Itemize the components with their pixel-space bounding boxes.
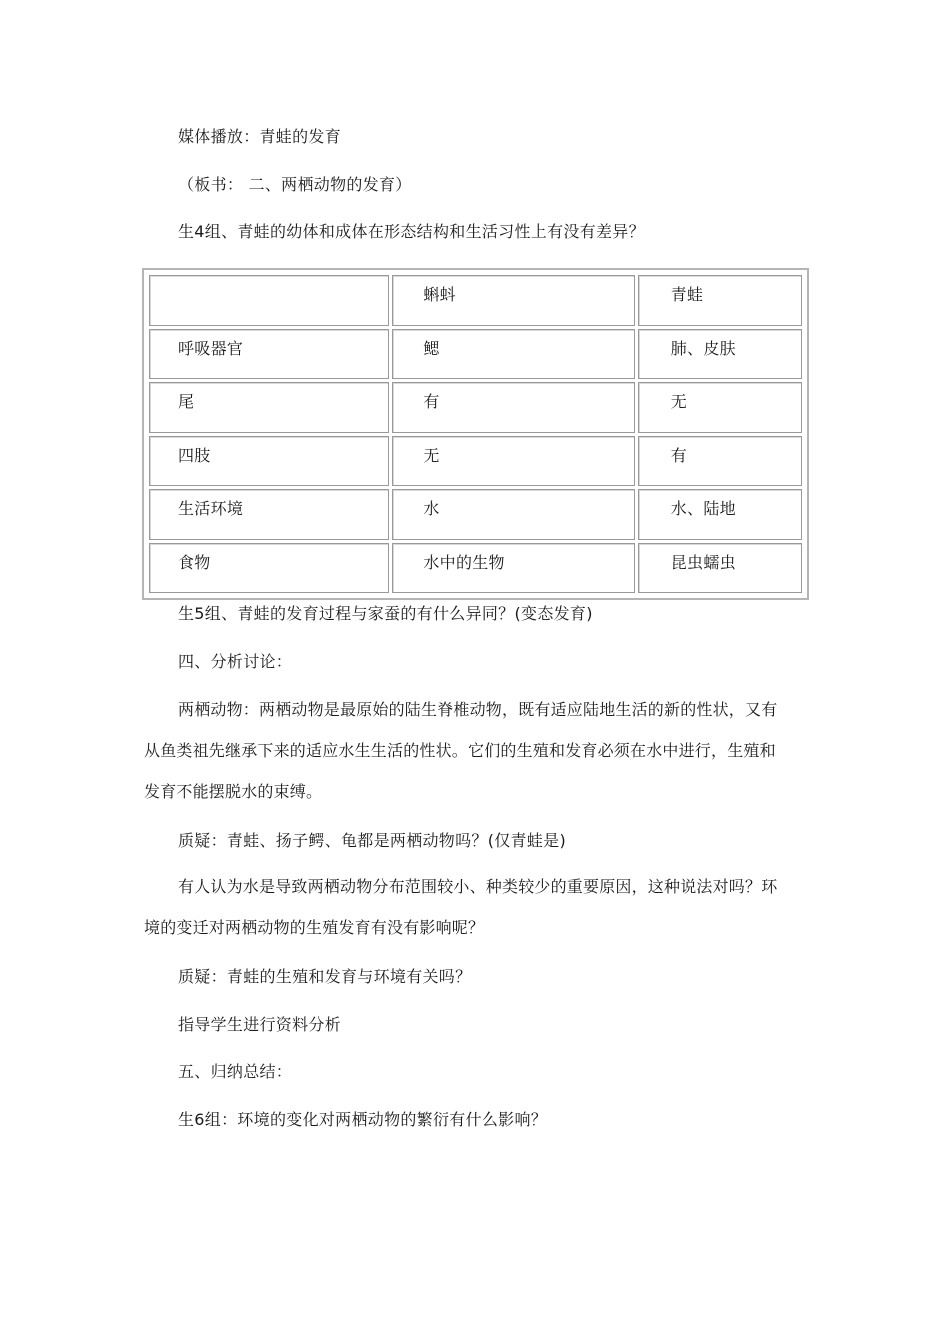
table-cell: 鳃 xyxy=(392,329,634,380)
table-cell: 水 xyxy=(392,489,634,540)
comparison-table-frame xyxy=(142,268,809,600)
board-note: （板书： 二、两栖动物的发育） xyxy=(178,175,412,194)
section-five-heading: 五、归纳总结： xyxy=(178,1062,293,1081)
paragraph-line: 从鱼类祖先继承下来的适应水生生活的性状。它们的生殖和发育必须在水中进行，生殖和 xyxy=(144,741,776,760)
section-four-heading: 四、分析讨论： xyxy=(178,652,293,671)
amphibian-paragraph xyxy=(144,689,804,812)
table-cell: 无 xyxy=(638,382,802,433)
table-cell: 有 xyxy=(638,436,802,487)
table-row xyxy=(149,329,802,380)
table-cell: 昆虫蠕虫 xyxy=(638,543,802,594)
paragraph-line: 境的变迁对两栖动物的生殖发育有没有影响呢？ xyxy=(144,918,485,937)
table-header-row xyxy=(149,275,802,326)
table-row xyxy=(149,436,802,487)
table-cell: 水中的生物 xyxy=(392,543,634,594)
guide-line: 指导学生进行资料分析 xyxy=(178,1015,342,1034)
table-cell xyxy=(149,275,389,326)
table-row xyxy=(149,543,802,594)
table-cell: 呼吸器官 xyxy=(149,329,389,380)
table-cell: 生活环境 xyxy=(149,489,389,540)
question-line-2: 质疑：青蛙的生殖和发育与环境有关吗？ xyxy=(178,967,472,986)
table-row xyxy=(149,382,802,433)
table-cell: 蝌蚪 xyxy=(392,275,634,326)
paragraph-line: 两栖动物：两栖动物是最原始的陆生脊椎动物，既有适应陆地生活的新的性状，又有 xyxy=(178,700,778,719)
paragraph-line: 有人认为水是导致两栖动物分布范围较小、种类较少的重要原因，这种说法对吗？环 xyxy=(178,877,778,896)
question-line-1: 质疑：青蛙、扬子鳄、龟都是两栖动物吗？(仅青蛙是) xyxy=(178,831,566,850)
paragraph-line: 发育不能摆脱水的束缚。 xyxy=(144,782,323,801)
table-cell: 四肢 xyxy=(149,436,389,487)
table-cell: 肺、皮肤 xyxy=(638,329,802,380)
tadpole-frog-comparison-table xyxy=(146,272,805,596)
table-row xyxy=(149,489,802,540)
group4-question: 生4组、青蛙的幼体和成体在形态结构和生活习性上有没有差异？ xyxy=(178,222,645,241)
environment-paragraph xyxy=(144,866,804,948)
table-cell: 无 xyxy=(392,436,634,487)
media-line: 媒体播放：青蛙的发育 xyxy=(178,127,342,146)
table-cell: 水、陆地 xyxy=(638,489,802,540)
group5-question: 生5组、青蛙的发育过程与家蚕的有什么异同？(变态发育) xyxy=(178,604,593,623)
table-cell: 食物 xyxy=(149,543,389,594)
table-cell: 青蛙 xyxy=(638,275,802,326)
table-cell: 尾 xyxy=(149,382,389,433)
group6-question: 生6组：环境的变化对两栖动物的繁衍有什么影响？ xyxy=(178,1110,548,1129)
table-cell: 有 xyxy=(392,382,634,433)
